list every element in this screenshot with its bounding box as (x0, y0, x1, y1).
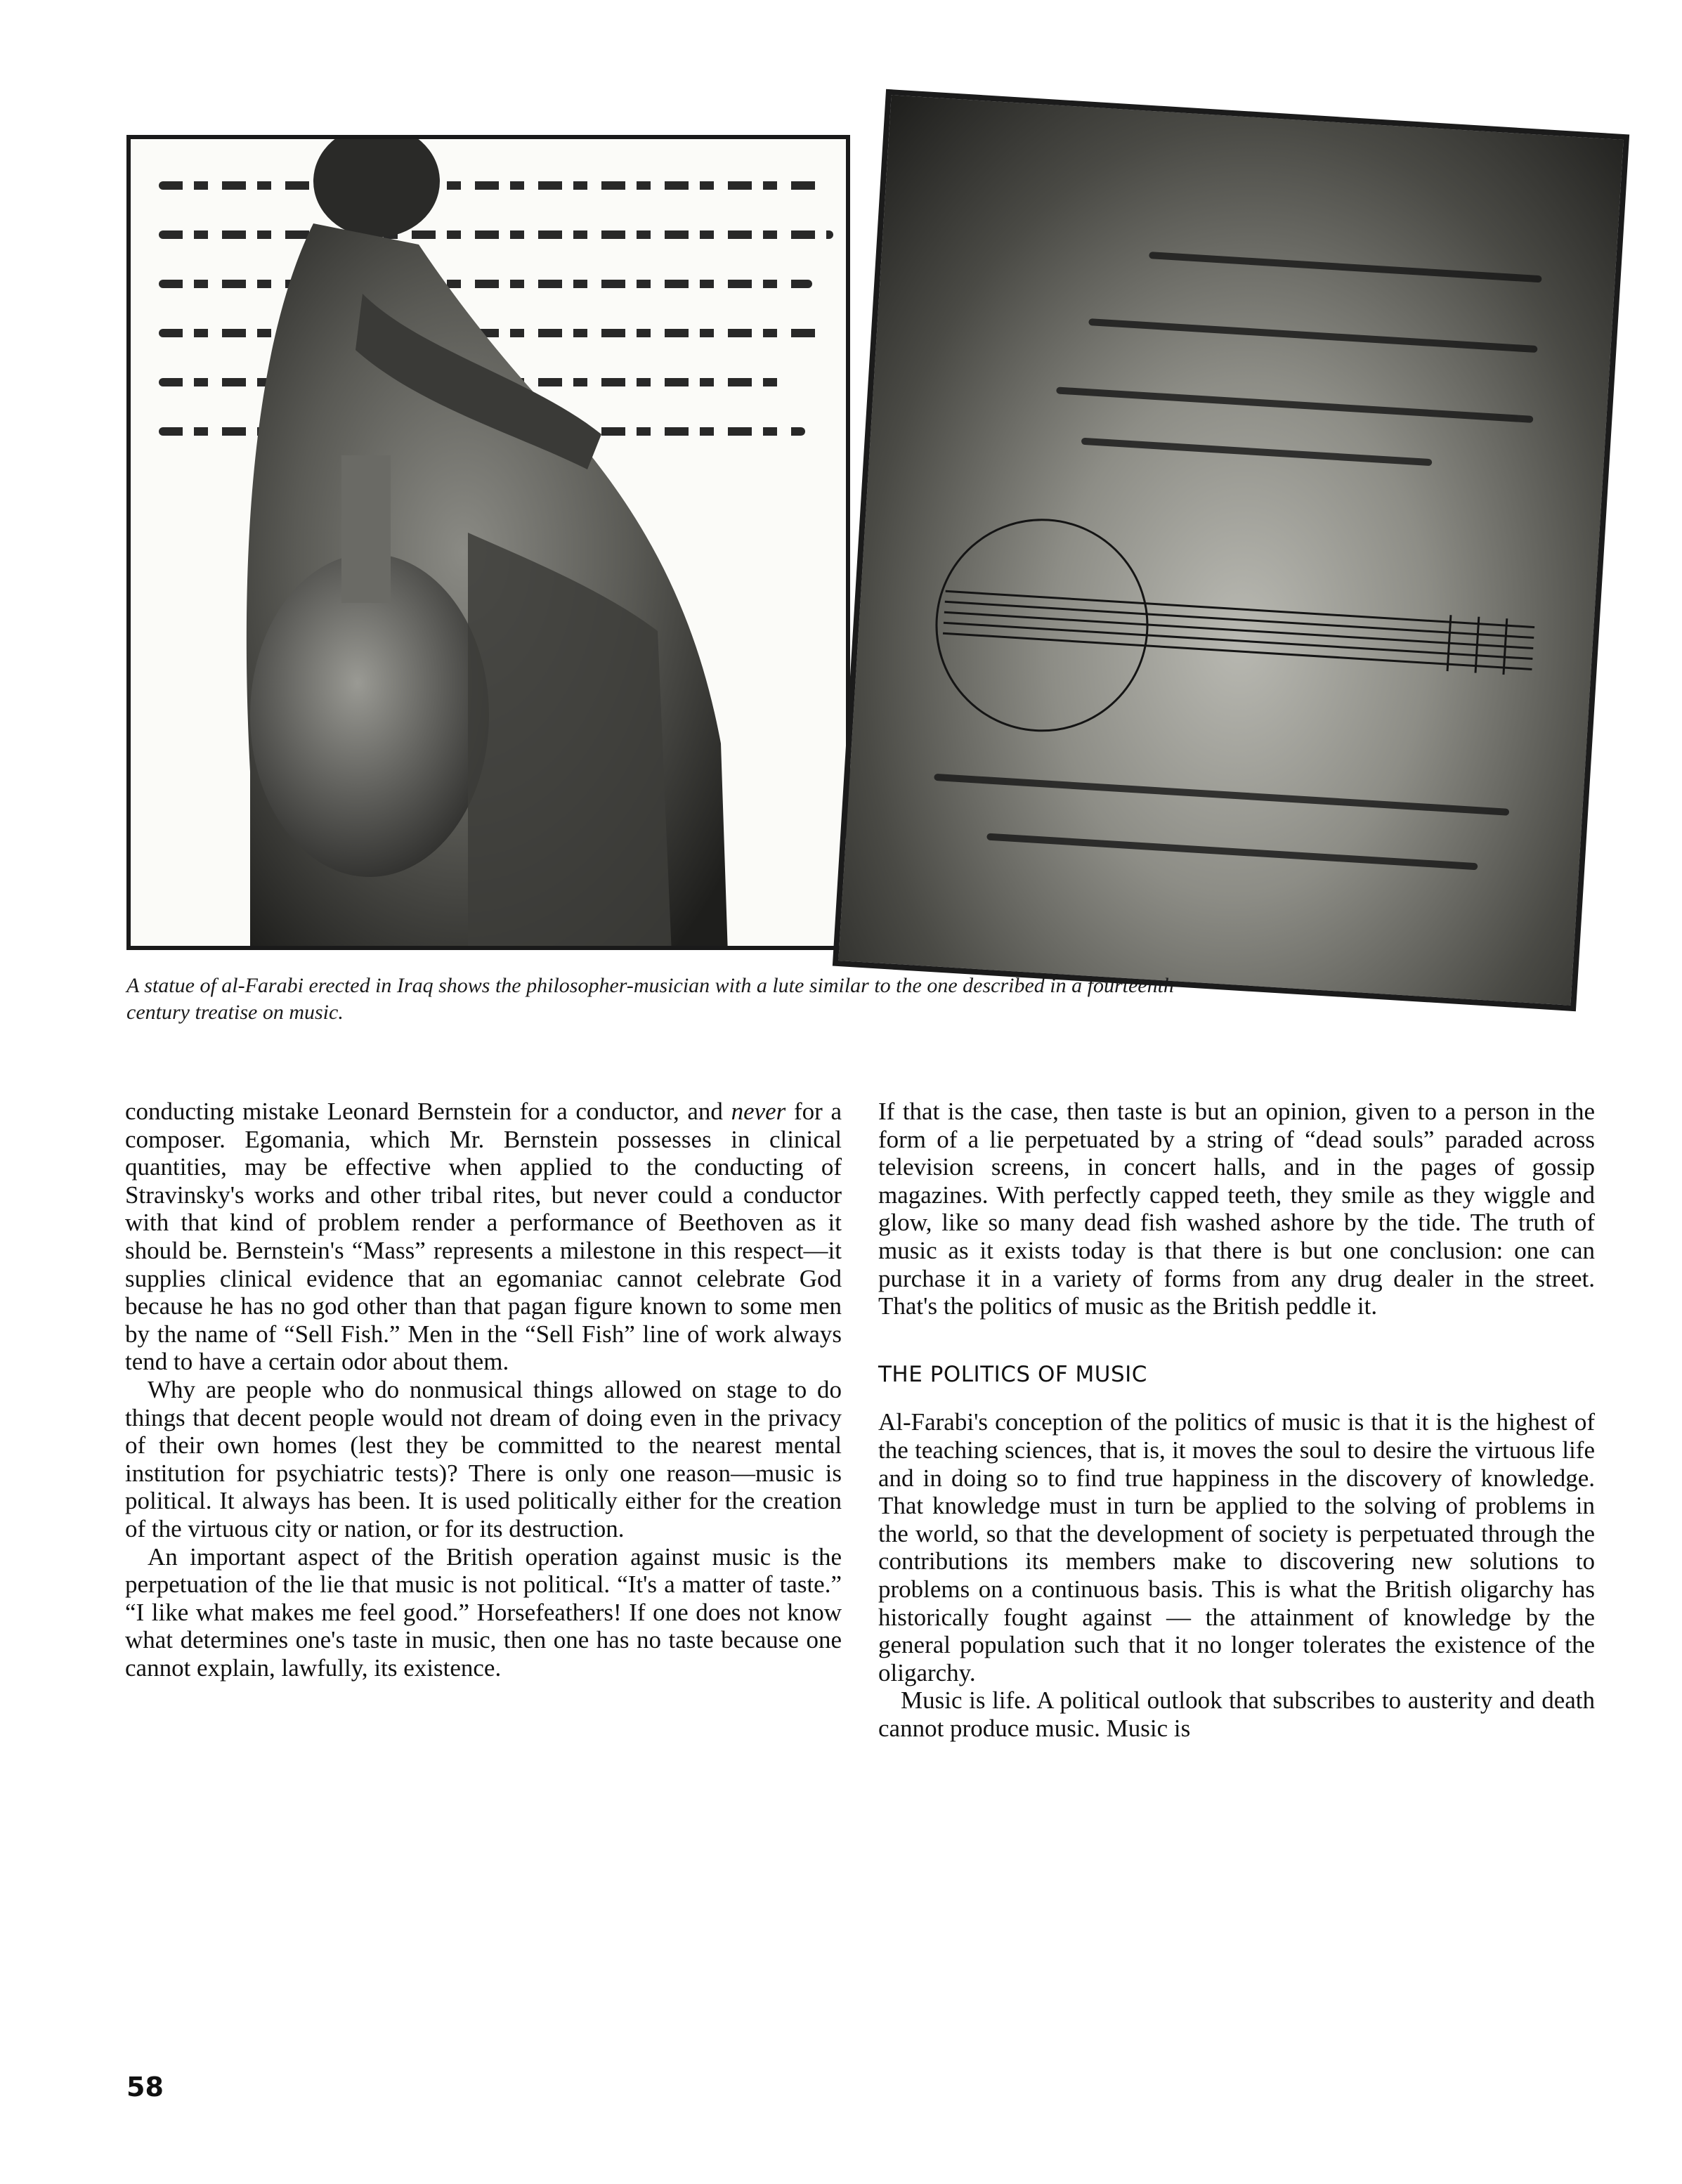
text-run: for a composer. Egomania, which Mr. Bernstein possesses in clinical quantities, may be effective when applied to the conducting of Stravinsky's works and other tribal rites, but never could a conductor with that kind of problem render a performance of Beethoven as it should be. Bernstein's “Mass” represents a milestone in this respect—it supplies clinical evidence that an egomaniac cannot celebrate God because he has no god other than that pagan figure known to some men by the name of “Sell Fish.” Men in the “Sell Fish” line of work always tend to have a certain odor about them. (125, 1098, 842, 1376)
al-farabi-statue-image (236, 139, 756, 950)
statue-photo (126, 135, 850, 950)
page-number: 58 (126, 2072, 164, 2102)
lute-diagram-image (838, 95, 1623, 1005)
paragraph: If that is the case, then taste is but an opinion, given to a person in the form of a lie perpetuated by a string of “dead souls” paraded across television screens, in concert halls, and in the pages of gossip magazines. With perfectly capped teeth, they smile as they wiggle and glow, like so many dead fish washed ashore by the tide. The truth of music as it exists today is that there is but one conclusion: one can purchase it in a variety of forms from any drug dealer in the street. That's the politics of music as the British peddle it. (878, 1098, 1595, 1320)
text-run: conducting mistake Leonard Bernstein for a conductor, and (125, 1098, 731, 1125)
figure-caption: A statue of al-Farabi erected in Iraq shows the philosopher-musician with a lute similar to the one described in a fourteenth century treatise on music. (126, 974, 1174, 1024)
section-heading: THE POLITICS OF MUSIC (878, 1361, 1147, 1387)
paragraph: Why are people who do nonmusical things allowed on stage to do things that decent people would not dream of doing even in the privacy of their own homes (lest they be committed to the nearest mental institution for psychiatric tests)? There is only one reason—music is political. It always has been. It is used politically either for the creation of the virtuous city or nation, or for its destruction. (125, 1375, 842, 1542)
emphasized-text: never (731, 1098, 786, 1125)
paragraph: An important aspect of the British operation against music is the perpetuation of the lie that music is not political. “It's a matter of taste.” “I like what makes me feel good.” Horsefeathers! If one does not know what determines one's taste in music, then one has no taste because one cannot explain, lawfully, its existence. (125, 1542, 842, 1682)
paragraph: Al-Farabi's conception of the politics of music is that it is the highest of the teaching sciences, that is, it moves the soul to desire the virtuous life and in doing so to find true happiness in the discovery of knowledge. That knowledge must in turn be applied to the solving of problems in the world, so that the development of society is perpetuated through the contributions its members make to discovering new solutions to problems on a continuous basis. This is what the British oligarchy has historically fought against — the attainment of knowledge by the general population such that it no longer tolerates the existence of the oligarchy. (878, 1408, 1595, 1686)
right-text-column (878, 1098, 1595, 1742)
lute-manuscript-photo (833, 89, 1629, 1011)
paragraph (125, 1098, 842, 1376)
paragraph: Music is life. A political outlook that subscribes to austerity and death cannot produce music. Music is (878, 1686, 1595, 1742)
left-text-column (125, 1098, 842, 1682)
